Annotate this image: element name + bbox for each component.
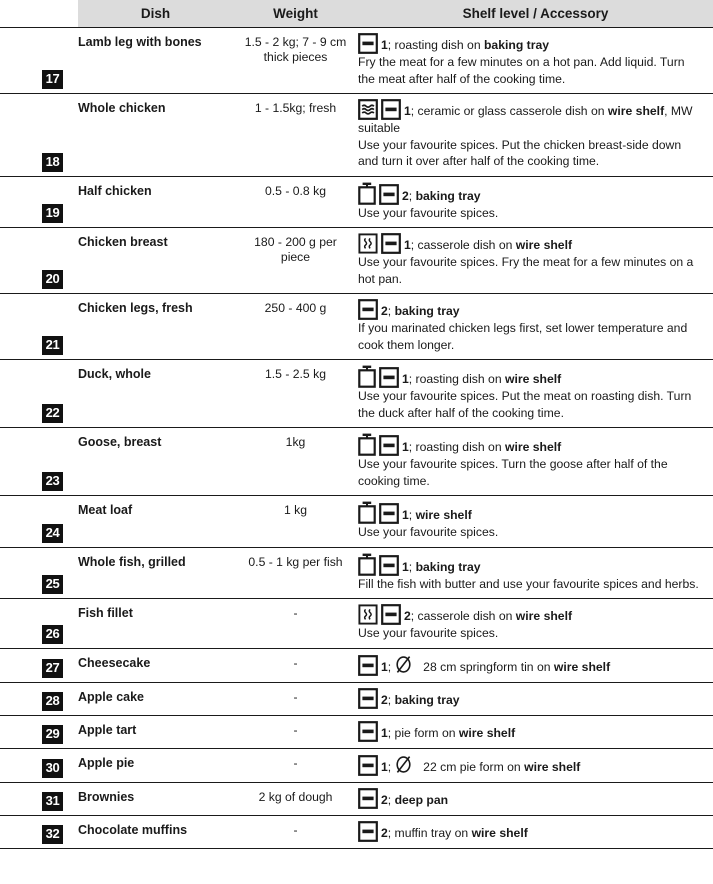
dish-weight: 1 - 1.5kg; fresh bbox=[254, 101, 337, 115]
accessory-name: deep pan bbox=[394, 792, 449, 807]
accessory-name: wire shelf bbox=[471, 825, 528, 840]
dish-name: Brownies bbox=[78, 789, 135, 804]
accessory-text: 28 cm springform tin on bbox=[423, 659, 554, 674]
table-row bbox=[0, 782, 713, 815]
shelf-level-accessory bbox=[358, 547, 713, 599]
table-row bbox=[0, 294, 713, 360]
diameter-icon bbox=[394, 754, 413, 775]
shelf-level-number: 1 bbox=[404, 104, 411, 118]
shelf-level-number: 1 bbox=[381, 759, 388, 774]
heat-bottom-icon bbox=[358, 33, 378, 54]
dish-name: Chocolate muffins bbox=[78, 822, 188, 837]
grill-icon bbox=[358, 501, 376, 524]
shelf-level-number: 1 bbox=[402, 559, 409, 574]
shelf-level-accessory bbox=[358, 228, 713, 294]
dish-weight: 180 - 200 g per piece bbox=[254, 235, 337, 264]
row-number-cell bbox=[0, 176, 78, 228]
row-number-badge: 28 bbox=[42, 692, 63, 711]
shelf-level-line bbox=[358, 721, 703, 742]
dish-name: Apple cake bbox=[78, 689, 145, 704]
heat-bottom-icon bbox=[379, 503, 399, 524]
dish-weight: 1 kg bbox=[283, 503, 308, 517]
heat-bottom-icon bbox=[358, 721, 378, 742]
shelf-level-number: 1 bbox=[381, 38, 388, 52]
accessory-name: wire shelf bbox=[607, 104, 665, 118]
shelf-level-accessory bbox=[358, 782, 713, 815]
grill-icon bbox=[358, 553, 376, 576]
shelf-level-accessory bbox=[358, 682, 713, 715]
shelf-level-number: 2 bbox=[381, 304, 388, 318]
row-number-badge: 31 bbox=[42, 792, 63, 811]
accessory-text: 22 cm pie form on bbox=[423, 759, 525, 774]
heat-bottom-icon bbox=[358, 755, 378, 776]
table-row bbox=[0, 682, 713, 715]
shelf-level-line bbox=[358, 365, 703, 388]
dish-weight: 0.5 - 1 kg per fish bbox=[248, 554, 343, 569]
row-number-cell bbox=[0, 228, 78, 294]
row-number-badge: 29 bbox=[42, 725, 63, 744]
table-row bbox=[0, 228, 713, 294]
preparation-note: Fill the fish with butter and use your favourite spices and herbs. bbox=[358, 576, 699, 591]
shelf-level-line bbox=[358, 654, 703, 676]
row-number-cell bbox=[0, 28, 78, 94]
shelf-level-number: 2 bbox=[381, 825, 388, 840]
shelf-level-accessory bbox=[358, 28, 713, 94]
preparation-note: Use your favourite spices. Put the meat on roasting dish. Turn the duck after half of the cooking time. bbox=[358, 389, 692, 420]
table-row bbox=[0, 715, 713, 748]
accessory-name: wire shelf bbox=[553, 659, 611, 674]
heat-bottom-icon bbox=[358, 788, 378, 809]
accessory-name: wire shelf bbox=[504, 372, 562, 386]
row-number-badge: 19 bbox=[42, 204, 63, 223]
accessory-name: wire shelf bbox=[515, 609, 573, 623]
dish-weight: - bbox=[293, 655, 298, 670]
dish-name: Lamb leg with bones bbox=[78, 35, 202, 49]
row-number-badge: 22 bbox=[42, 404, 63, 423]
row-number-badge: 24 bbox=[42, 524, 63, 543]
shelf-level-line bbox=[358, 182, 703, 205]
accessory-text: ; bbox=[387, 792, 395, 807]
row-number-cell bbox=[0, 496, 78, 548]
shelf-level-accessory bbox=[358, 496, 713, 548]
table-row bbox=[0, 176, 713, 228]
row-number-badge: 25 bbox=[42, 575, 63, 594]
dish-weight: 1.5 - 2.5 kg bbox=[265, 367, 326, 381]
dish-name: Whole fish, grilled bbox=[78, 554, 186, 569]
row-number-cell bbox=[0, 782, 78, 815]
table-row bbox=[0, 547, 713, 599]
accessory-text: ; bbox=[408, 559, 416, 574]
accessory-text: ; bbox=[408, 188, 416, 203]
row-number-badge: 26 bbox=[42, 625, 63, 644]
accessory-name: wire shelf bbox=[504, 440, 562, 454]
shelf-level-line bbox=[358, 233, 703, 254]
grill-icon bbox=[358, 433, 376, 456]
accessory-text: ; casserole dish on bbox=[410, 609, 516, 623]
shelf-level-number: 1 bbox=[404, 238, 411, 252]
header-number bbox=[0, 0, 78, 28]
shelf-level-accessory bbox=[358, 715, 713, 748]
table-row bbox=[0, 496, 713, 548]
table-body bbox=[0, 28, 713, 849]
accessory-name: wire shelf bbox=[458, 725, 516, 740]
accessory-name: wire shelf bbox=[524, 759, 581, 774]
row-number-cell bbox=[0, 94, 78, 177]
separator: ; bbox=[387, 759, 392, 774]
row-number-badge: 17 bbox=[42, 70, 63, 89]
dish-name: Goose, breast bbox=[78, 435, 162, 449]
accessory-text: ; roasting dish on bbox=[408, 440, 505, 454]
heat-bottom-icon bbox=[358, 655, 378, 676]
header-weight: Weight bbox=[273, 6, 318, 21]
accessory-text: ; casserole dish on bbox=[410, 238, 516, 252]
shelf-level-line bbox=[358, 788, 703, 809]
table-row bbox=[0, 599, 713, 649]
accessory-text: ; roasting dish on bbox=[387, 38, 484, 52]
accessory-text: ; bbox=[387, 692, 395, 707]
accessory-name: wire shelf bbox=[515, 238, 573, 252]
accessory-text: ; ceramic or glass casserole dish on bbox=[410, 104, 608, 118]
accessory-text: ; pie form on bbox=[387, 725, 459, 740]
shelf-level-number: 1 bbox=[402, 440, 409, 454]
dish-name: Fish fillet bbox=[78, 606, 133, 620]
dish-name: Apple tart bbox=[78, 722, 137, 737]
shelf-level-line bbox=[358, 501, 703, 524]
accessory-text: ; muffin tray on bbox=[387, 825, 472, 840]
shelf-level-line bbox=[358, 553, 703, 576]
shelf-level-line bbox=[358, 688, 703, 709]
shelf-level-line bbox=[358, 433, 703, 456]
dish-weight: 1.5 - 2 kg; 7 - 9 cm thick pieces bbox=[244, 35, 347, 64]
table-header bbox=[0, 0, 713, 28]
shelf-level-accessory bbox=[358, 94, 713, 177]
row-number-badge: 20 bbox=[42, 270, 63, 289]
shelf-level-number: 2 bbox=[381, 692, 388, 707]
header-shelf-level-accessory: Shelf level / Accessory bbox=[462, 6, 609, 21]
table-row bbox=[0, 648, 713, 682]
dish-name: Chicken legs, fresh bbox=[78, 301, 193, 315]
dish-weight: - bbox=[293, 822, 298, 837]
preparation-note: Use your favourite spices. bbox=[358, 205, 499, 220]
dish-name: Cheesecake bbox=[78, 655, 151, 670]
row-number-badge: 21 bbox=[42, 336, 63, 355]
microwave-icon bbox=[358, 99, 378, 120]
dish-weight: - bbox=[293, 689, 298, 704]
accessory-name: baking tray bbox=[483, 38, 550, 52]
row-number-cell bbox=[0, 648, 78, 682]
steam-icon bbox=[358, 233, 378, 254]
dish-name: Chicken breast bbox=[78, 235, 168, 249]
table-row bbox=[0, 428, 713, 496]
shelf-level-accessory bbox=[358, 428, 713, 496]
row-number-badge: 18 bbox=[42, 153, 63, 172]
heat-bottom-icon bbox=[379, 435, 399, 456]
steam-icon bbox=[358, 604, 378, 625]
row-number-cell bbox=[0, 599, 78, 649]
shelf-level-line bbox=[358, 754, 703, 776]
shelf-level-number: 2 bbox=[381, 792, 388, 807]
accessory-text: ; roasting dish on bbox=[408, 372, 505, 386]
dish-weight: 2 kg of dough bbox=[258, 789, 333, 804]
dish-weight: - bbox=[293, 606, 298, 620]
heat-bottom-icon bbox=[358, 299, 378, 320]
dish-name: Half chicken bbox=[78, 183, 152, 198]
accessory-name: baking tray bbox=[415, 559, 481, 574]
heat-bottom-icon bbox=[358, 821, 378, 842]
table-row bbox=[0, 360, 713, 428]
dish-weight: 1kg bbox=[285, 435, 306, 449]
grill-icon bbox=[358, 182, 376, 205]
shelf-level-accessory bbox=[358, 599, 713, 649]
shelf-level-accessory bbox=[358, 176, 713, 228]
preparation-note: Use your favourite spices. Fry the meat for a few minutes on a hot pan. bbox=[358, 255, 694, 286]
accessory-suffix: , MW suitable bbox=[358, 104, 693, 135]
row-number-badge: 32 bbox=[42, 825, 63, 844]
heat-bottom-icon bbox=[358, 688, 378, 709]
dish-name: Apple pie bbox=[78, 755, 135, 770]
separator: ; bbox=[387, 659, 392, 674]
row-number-cell bbox=[0, 815, 78, 848]
row-number-cell bbox=[0, 547, 78, 599]
grill-icon bbox=[358, 365, 376, 388]
accessory-text: ; bbox=[387, 304, 395, 318]
heat-bottom-icon bbox=[381, 233, 401, 254]
header-dish: Dish bbox=[140, 6, 171, 21]
dish-name: Whole chicken bbox=[78, 101, 166, 115]
preparation-note: Fry the meat for a few minutes on a hot pan. Add liquid. Turn the meat after half of the cooking time. bbox=[358, 55, 685, 86]
shelf-level-accessory bbox=[358, 360, 713, 428]
shelf-level-accessory bbox=[358, 748, 713, 782]
row-number-badge: 30 bbox=[42, 759, 63, 778]
row-number-cell bbox=[0, 682, 78, 715]
shelf-level-number: 1 bbox=[381, 659, 388, 674]
row-number-badge: 23 bbox=[42, 472, 63, 491]
dish-weight: 250 - 400 g bbox=[264, 301, 327, 315]
heat-bottom-icon bbox=[379, 184, 399, 205]
accessory-name: wire shelf bbox=[415, 508, 472, 522]
shelf-level-accessory bbox=[358, 815, 713, 848]
preparation-note: Use your favourite spices. bbox=[358, 626, 499, 640]
shelf-level-number: 1 bbox=[381, 725, 388, 740]
shelf-level-line bbox=[358, 299, 703, 320]
table-row bbox=[0, 28, 713, 94]
header-row bbox=[0, 0, 713, 28]
accessory-text: ; bbox=[408, 508, 416, 522]
table-row bbox=[0, 94, 713, 177]
heat-bottom-icon bbox=[379, 555, 399, 576]
heat-bottom-icon bbox=[381, 604, 401, 625]
shelf-level-number: 1 bbox=[402, 372, 409, 386]
shelf-level-line bbox=[358, 33, 703, 54]
heat-bottom-icon bbox=[381, 99, 401, 120]
dish-weight: - bbox=[293, 722, 298, 737]
dish-name: Meat loaf bbox=[78, 503, 133, 517]
shelf-level-number: 1 bbox=[402, 508, 409, 522]
shelf-level-accessory bbox=[358, 648, 713, 682]
accessory-name: baking tray bbox=[415, 188, 481, 203]
shelf-level-line bbox=[358, 99, 703, 137]
table-row bbox=[0, 748, 713, 782]
shelf-level-number: 2 bbox=[402, 188, 409, 203]
row-number-cell bbox=[0, 748, 78, 782]
row-number-cell bbox=[0, 294, 78, 360]
row-number-cell bbox=[0, 428, 78, 496]
row-number-badge: 27 bbox=[42, 659, 63, 678]
diameter-icon bbox=[394, 654, 413, 675]
dish-weight: 0.5 - 0.8 kg bbox=[265, 183, 326, 198]
table-row bbox=[0, 815, 713, 848]
dish-name: Duck, whole bbox=[78, 367, 151, 381]
shelf-level-line bbox=[358, 604, 703, 625]
accessory-name: baking tray bbox=[394, 304, 460, 318]
shelf-level-number: 2 bbox=[404, 609, 411, 623]
accessory-name: baking tray bbox=[394, 692, 460, 707]
heat-bottom-icon bbox=[379, 367, 399, 388]
preparation-note: Use your favourite spices. Put the chicken breast-side down and turn it over after half of the cooking time. bbox=[358, 137, 682, 168]
row-number-cell bbox=[0, 715, 78, 748]
shelf-level-line bbox=[358, 821, 703, 842]
row-number-cell bbox=[0, 360, 78, 428]
preparation-note: Use your favourite spices. bbox=[358, 525, 499, 539]
preparation-note: If you marinated chicken legs first, set lower temperature and cook them longer. bbox=[358, 321, 688, 352]
dish-weight: - bbox=[293, 755, 298, 770]
shelf-level-accessory bbox=[358, 294, 713, 360]
preparation-note: Use your favourite spices. Turn the goose after half of the cooking time. bbox=[358, 457, 668, 488]
